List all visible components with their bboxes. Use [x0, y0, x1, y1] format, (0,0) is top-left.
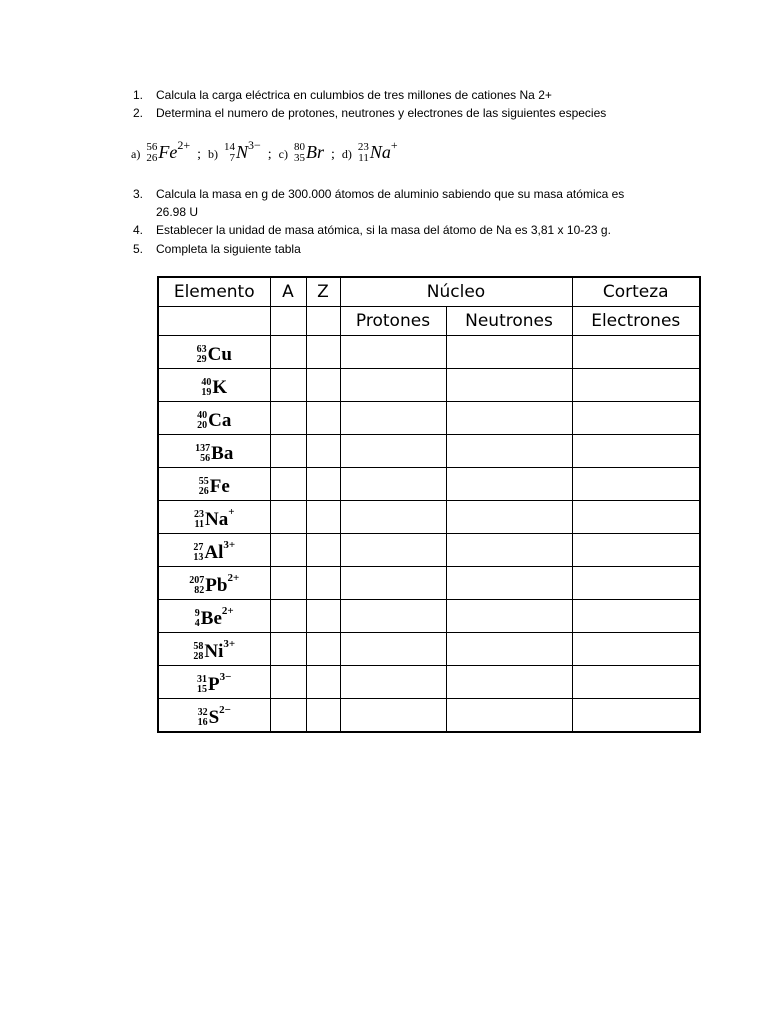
- cell-a[interactable]: [270, 666, 306, 699]
- atomic-number: 26: [146, 152, 158, 164]
- nuclide: [197, 410, 231, 432]
- mass-number: 31: [197, 673, 208, 685]
- nuclide: [194, 604, 234, 630]
- table-row: [158, 369, 700, 402]
- header-a: A: [270, 277, 306, 307]
- header-empty: [306, 307, 340, 336]
- table-row: [158, 435, 700, 468]
- cell-neutrones[interactable]: [446, 633, 572, 666]
- element-symbol: Br: [306, 142, 324, 162]
- cell-neutrones[interactable]: [446, 600, 572, 633]
- header-corteza: Corteza: [572, 277, 700, 307]
- question-text: Calcula la masa en g de 300.000 átomos de aluminio sabiendo que su masa atómica es: [156, 187, 625, 201]
- atomic-number: 28: [193, 650, 204, 662]
- element-cell: [158, 336, 270, 369]
- header-empty: [158, 307, 270, 336]
- element-cell: [158, 468, 270, 501]
- question-text: Determina el numero de protones, neutrones y electrones de las siguientes especies: [156, 106, 607, 120]
- separator: ;: [197, 147, 201, 162]
- species-item: [131, 138, 208, 164]
- atomic-number: 35: [294, 152, 305, 164]
- ion-charge: 3−: [219, 670, 232, 683]
- species-list: [131, 138, 398, 164]
- isotope-numbers: [194, 510, 204, 530]
- mass-number: 137: [195, 442, 211, 454]
- nuclide: [201, 377, 227, 399]
- table-subheader-row: [158, 307, 700, 336]
- cell-protones[interactable]: [340, 699, 446, 733]
- ion-charge: 2+: [177, 138, 191, 152]
- table-row: [158, 468, 700, 501]
- mass-number: 55: [198, 475, 209, 487]
- cell-electrones[interactable]: [572, 699, 700, 733]
- cell-z[interactable]: [306, 402, 340, 435]
- cell-electrones[interactable]: [572, 369, 700, 402]
- atomic-number: 29: [196, 353, 207, 365]
- cell-z[interactable]: [306, 600, 340, 633]
- table-row: [158, 336, 700, 369]
- cell-z[interactable]: [306, 699, 340, 733]
- cell-neutrones[interactable]: [446, 501, 572, 534]
- atomic-number: 20: [197, 419, 208, 431]
- isotope-numbers: [224, 142, 235, 164]
- header-empty: [270, 307, 306, 336]
- cell-neutrones[interactable]: [446, 336, 572, 369]
- element-symbol: N: [235, 142, 248, 162]
- separator: ;: [267, 147, 272, 162]
- species-label: d): [341, 147, 352, 161]
- element-symbol: Fe: [209, 475, 230, 497]
- atomic-number: 19: [201, 386, 212, 398]
- isotope-numbers: [201, 378, 211, 398]
- mass-number: 80: [294, 141, 305, 153]
- ion-charge: 2+: [221, 604, 234, 617]
- element-symbol: Pb: [205, 574, 228, 596]
- cell-a[interactable]: [270, 567, 306, 600]
- cell-protones[interactable]: [340, 501, 446, 534]
- header-electrones: Electrones: [572, 307, 700, 336]
- element-symbol: Be: [200, 607, 222, 629]
- atomic-number: 11: [358, 152, 369, 164]
- question-text: Establecer la unidad de masa atómica, si la masa del átomo de Na es 3,81 x 10-23 g.: [156, 223, 611, 237]
- species-label: c): [278, 147, 288, 161]
- table-row: [158, 666, 700, 699]
- element-cell: [158, 600, 270, 633]
- isotope-numbers: [189, 576, 204, 596]
- cell-a[interactable]: [270, 369, 306, 402]
- header-elemento: Elemento: [158, 277, 270, 307]
- table-row: [158, 600, 700, 633]
- mass-number: 14: [223, 141, 235, 153]
- ion-charge: 3−: [248, 138, 261, 152]
- nuclide: [189, 571, 240, 597]
- cell-electrones[interactable]: [572, 600, 700, 633]
- cell-z[interactable]: [306, 435, 340, 468]
- isotope-numbers: [195, 609, 200, 629]
- element-symbol: Na: [204, 508, 229, 530]
- atomic-number: 82: [194, 584, 205, 596]
- atomic-number: 26: [198, 485, 209, 497]
- nuclide: [195, 443, 233, 465]
- cell-protones[interactable]: [340, 402, 446, 435]
- cell-electrones[interactable]: [572, 402, 700, 435]
- nuclide: [197, 670, 232, 696]
- cell-neutrones[interactable]: [446, 435, 572, 468]
- species-label: b): [207, 147, 218, 161]
- cell-protones[interactable]: [340, 633, 446, 666]
- isotope-numbers: [193, 642, 203, 662]
- element-cell: [158, 534, 270, 567]
- nuclide: [197, 703, 231, 729]
- mass-number: 23: [357, 141, 369, 153]
- element-symbol: K: [212, 376, 228, 398]
- nuclide: [199, 476, 230, 498]
- nuclide: [193, 505, 235, 531]
- cell-protones[interactable]: [340, 369, 446, 402]
- question-number: 2.: [133, 106, 144, 120]
- species-label: a): [131, 147, 141, 161]
- nuclide: [197, 344, 232, 366]
- element-symbol: Fe: [158, 142, 178, 162]
- ion-charge: +: [390, 138, 398, 152]
- question-text: Calcula la carga eléctrica en culumbios de tres millones de cationes Na 2+: [156, 88, 552, 102]
- mass-number: 40: [197, 409, 208, 421]
- atomic-number: 15: [197, 683, 208, 695]
- mass-number: 58: [193, 640, 204, 652]
- cell-neutrones[interactable]: [446, 468, 572, 501]
- element-symbol: S: [208, 706, 220, 728]
- table-row: [158, 699, 700, 733]
- table-header-row: [158, 277, 700, 307]
- cell-a[interactable]: [270, 699, 306, 733]
- table-row: [158, 402, 700, 435]
- species-item: [341, 138, 398, 164]
- isotope-numbers: [195, 444, 210, 464]
- mass-number: 56: [146, 141, 158, 153]
- cell-neutrones[interactable]: [446, 699, 572, 733]
- isotope-numbers: [197, 411, 207, 431]
- cell-electrones[interactable]: [572, 534, 700, 567]
- isotope-numbers: [197, 675, 207, 695]
- mass-number: 63: [196, 343, 207, 355]
- table-row: [158, 633, 700, 666]
- cell-protones[interactable]: [340, 666, 446, 699]
- element-cell: [158, 666, 270, 699]
- isotope-numbers: [294, 142, 305, 164]
- cell-electrones[interactable]: [572, 468, 700, 501]
- cell-protones[interactable]: [340, 468, 446, 501]
- atomic-number: 4: [194, 617, 200, 629]
- question-text: Completa la siguiente tabla: [156, 242, 301, 256]
- cell-z[interactable]: [306, 666, 340, 699]
- cell-a[interactable]: [270, 600, 306, 633]
- cell-electrones[interactable]: [572, 501, 700, 534]
- header-neutrones: Neutrones: [446, 307, 572, 336]
- question-number: 5.: [133, 242, 144, 256]
- cell-z[interactable]: [306, 633, 340, 666]
- element-symbol: Na: [369, 142, 391, 162]
- mass-number: 40: [201, 376, 212, 388]
- header-nucleo: Núcleo: [340, 277, 572, 307]
- isotope-numbers: [358, 142, 369, 164]
- cell-a[interactable]: [270, 336, 306, 369]
- ion-charge: 3+: [223, 538, 236, 551]
- ion-charge: +: [228, 505, 235, 518]
- cell-neutrones[interactable]: [446, 567, 572, 600]
- isotope-numbers: [198, 708, 208, 728]
- question-text-continued: 26.98 U: [156, 205, 199, 219]
- table-row: [158, 567, 700, 600]
- isotope-numbers: [197, 345, 207, 365]
- cell-protones[interactable]: [340, 534, 446, 567]
- cell-z[interactable]: [306, 336, 340, 369]
- element-symbol: Ba: [211, 442, 234, 464]
- cell-electrones[interactable]: [572, 666, 700, 699]
- cell-neutrones[interactable]: [446, 666, 572, 699]
- mass-number: 27: [193, 541, 204, 553]
- cell-z[interactable]: [306, 369, 340, 402]
- cell-a[interactable]: [270, 534, 306, 567]
- question-number: 1.: [133, 88, 144, 102]
- question-number: 3.: [133, 187, 144, 201]
- question-number: 4.: [133, 223, 144, 237]
- element-cell: [158, 699, 270, 733]
- mass-number: 9: [194, 607, 200, 619]
- element-symbol: Ni: [204, 640, 224, 662]
- atomic-number: 7: [229, 152, 235, 164]
- cell-protones[interactable]: [340, 435, 446, 468]
- cell-z[interactable]: [306, 468, 340, 501]
- isotope-numbers: [146, 142, 157, 164]
- ion-charge: 2−: [219, 703, 231, 716]
- isotope-numbers: [193, 543, 203, 563]
- cell-electrones[interactable]: [572, 336, 700, 369]
- species-item: [278, 141, 342, 164]
- isotope-numbers: [199, 477, 209, 497]
- table-row: [158, 534, 700, 567]
- cell-neutrones[interactable]: [446, 369, 572, 402]
- atomic-number: 13: [193, 551, 204, 563]
- element-cell: [158, 633, 270, 666]
- cell-a[interactable]: [270, 468, 306, 501]
- cell-a[interactable]: [270, 501, 306, 534]
- nuclide: [193, 637, 236, 663]
- header-z: Z: [306, 277, 340, 307]
- cell-electrones[interactable]: [572, 435, 700, 468]
- element-cell: [158, 369, 270, 402]
- cell-protones[interactable]: [340, 336, 446, 369]
- cell-protones[interactable]: [340, 600, 446, 633]
- element-cell: [158, 402, 270, 435]
- nuclide: [193, 538, 236, 564]
- cell-neutrones[interactable]: [446, 534, 572, 567]
- table-row: [158, 501, 700, 534]
- cell-a[interactable]: [270, 633, 306, 666]
- atomic-number: 16: [197, 716, 208, 728]
- atomic-number: 11: [194, 518, 204, 530]
- cell-z[interactable]: [306, 534, 340, 567]
- atomic-number: 56: [200, 452, 211, 464]
- ion-charge: 3+: [223, 637, 236, 650]
- mass-number: 207: [189, 574, 205, 586]
- element-cell: [158, 501, 270, 534]
- cell-neutrones[interactable]: [446, 402, 572, 435]
- cell-z[interactable]: [306, 501, 340, 534]
- cell-a[interactable]: [270, 402, 306, 435]
- header-protones: Protones: [340, 307, 446, 336]
- cell-electrones[interactable]: [572, 567, 700, 600]
- element-cell: [158, 567, 270, 600]
- elements-table: [157, 276, 701, 733]
- element-cell: [158, 435, 270, 468]
- mass-number: 32: [197, 706, 208, 718]
- element-symbol: P: [208, 673, 220, 695]
- element-symbol: Cu: [207, 343, 232, 365]
- mass-number: 23: [193, 508, 204, 520]
- cell-a[interactable]: [270, 435, 306, 468]
- cell-z[interactable]: [306, 567, 340, 600]
- element-symbol: Ca: [208, 409, 232, 431]
- separator: ;: [331, 147, 335, 162]
- element-symbol: Al: [204, 541, 224, 563]
- cell-protones[interactable]: [340, 567, 446, 600]
- ion-charge: 2+: [227, 571, 240, 584]
- species-item: [207, 138, 279, 164]
- cell-electrones[interactable]: [572, 633, 700, 666]
